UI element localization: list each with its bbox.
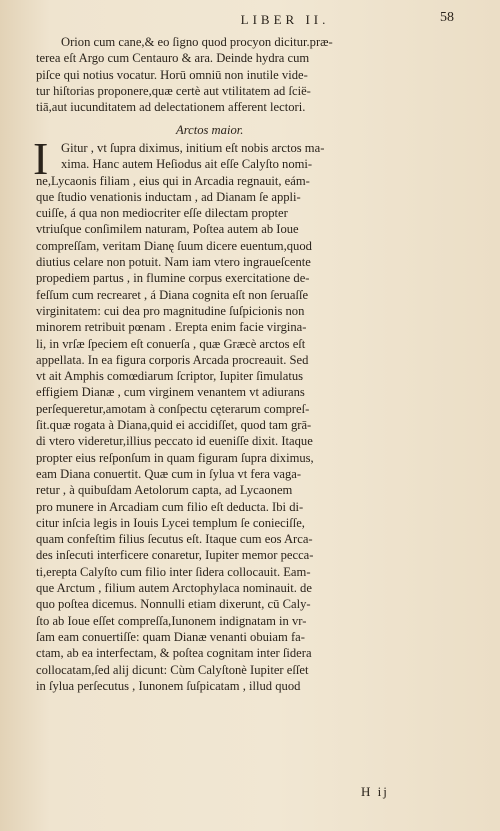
text-line: minorem retribuit pœnam . Erepta enim facie virgina- [36,320,307,335]
page-number: 58 [440,10,454,25]
text-line: quo poſtea dicemus. Nonnulli etiam dixerunt, cū Caly- [36,597,311,612]
text-line: in ſylua perſecutus , Iunonem ſuſpicatam , illud quod [36,678,301,693]
text-line: appellata. In ea figura corporis Arcada procreauit. Sed [36,352,309,367]
text-line: Gitur , vt ſupra diximus, initium eſt nobis arctos ma- [61,141,325,155]
section-heading: Arctos maior. [176,123,244,137]
drop-cap: I [33,133,49,184]
text-line: que Arctum , filium autem Arctophylaca nominauit. de [36,581,312,596]
text-line: propter eius reſponſum in quam figuram ſupra diximus, [36,450,314,465]
text-line: des inſecuti interficere conaretur, Iupiter memor pecca- [36,548,314,563]
text-line: piſce qui notius vocatur. Horū omniū non inutile vide- [36,67,308,82]
text-line: xima. Hanc autem Heſiodus ait eſſe Calyſto nomi- [61,157,313,172]
top-paragraph [36,34,432,115]
text-line: li, in vrſæ ſpeciem eſt conuerſa , quæ Græcè arctos eſt [36,336,306,351]
text-line: retur , à quibuſdam Aetolorum capta, ad Lycaonem [36,483,293,498]
text-line: propediem partus , in flumine corpus exercitatione de- [36,271,310,286]
running-head: LIBER II. [240,12,330,27]
text-line: ſit.quæ rogata à Diana,quid ei accidiſſet, quod tam grā- [36,418,312,433]
text-line: ctam, ab ea interfectam, & poſtea cognitam inter ſidera [36,646,312,661]
text-line: tiā,aut iucunditatem ad delectationem afferent lectori. [36,100,306,115]
main-paragraph [36,140,432,694]
text-line: quam confeſtim filius ſecutus eſt. Itaque cum eos Arca- [36,532,313,547]
text-line: ſto ab Ioue eſſet compreſſa,Iunonem indignatam in vr- [36,613,307,628]
text-line: effigiem Dianæ , cum virginem venantem vt adiurans [36,385,305,400]
text-line: ti,erepta Calyſto cum filio inter ſidera collocauit. Eam- [36,564,311,579]
text-line: citur inſcia legis in Iouis Lycei templum ſe conieciſſe, [36,515,305,530]
text-line: collocatam,ſed alij dicunt: Cùm Calyſtonè Iupiter eſſet [36,662,309,677]
text-line: pro munere in Arcadiam cum filio eſt deducta. Ibi di- [36,499,304,514]
text-line: eam Diana conuertit. Quæ cum in ſylua vt fera vaga- [36,466,302,481]
text-line: perſequeretur,amotam à conſpectu cęterarum compreſ- [36,401,310,416]
text-line: tur hiſtorias proponere,quæ certè aut vtilitatem ad ſcië- [36,83,311,98]
text-line: vt ait Amphis comœdiarum ſcriptor, Iupiter ſimulatus [36,369,304,384]
text-line: que ſtudio venationis inductam , ad Dianam ſe appli- [36,189,301,204]
text-line: virginitatem: cui dea pro magnitudine ſuſpicionis non [36,303,305,318]
text-line: terea eſt Argo cum Centauro & ara. Deinde hydra cum [36,51,310,66]
text-line: compreſſam, veritam Dianę ſuum dicere euentum,quod [36,238,312,253]
text-line: di vtero videretur,illius peccato id eueniſſe dixit. Itaque [36,434,313,449]
text-line: cuiſſe, á qua non mediocriter eſſe dilectam propter [36,206,288,221]
signature-mark: H ij [361,784,389,799]
text-line: feſſum cum recrearet , á Diana cognita eſt non ſeruaſſe [36,287,309,302]
text-line: ne,Lycaonis filiam , eius qui in Arcadia regnauit, eám- [36,173,310,188]
text-line: vtriuſque conſimilem naturam, Poſtea autem ab Ioue [36,222,299,237]
text-line: diutius celare non potuit. Nam iam vtero ingraueſcente [36,255,311,270]
text-line: ſam eam conuertiſſe: quam Dianæ venanti obuiam fa- [36,629,305,644]
text-line: Orion cum cane,& eo ſigno quod procyon dicitur.præ- [61,35,333,49]
